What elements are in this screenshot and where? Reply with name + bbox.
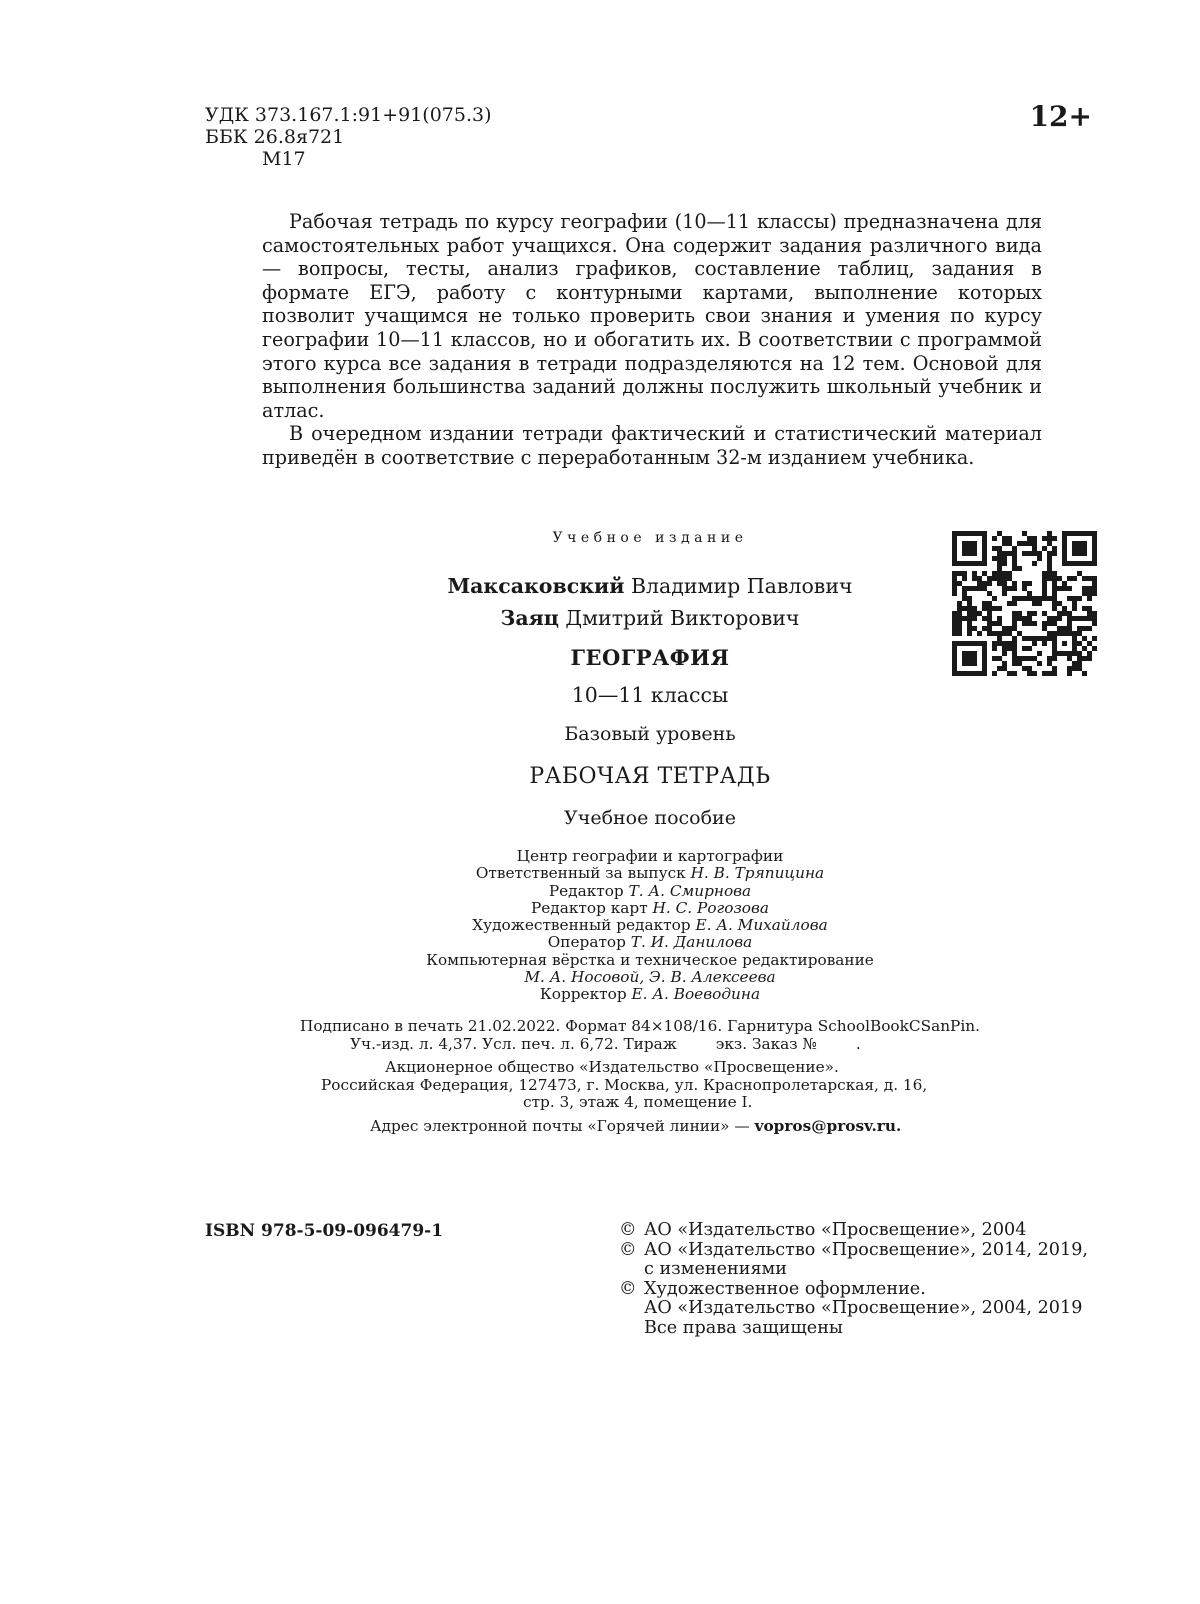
grades: 10—11 классы	[571, 683, 729, 707]
author-mark: М17	[262, 148, 306, 170]
credit-line: Ответственный за выпуск Н. В. Тряпицина	[475, 864, 825, 883]
credit-line: Центр географии и картографии	[516, 847, 784, 865]
publication-type: РАБОЧАЯ ТЕТРАДЬ	[529, 764, 771, 789]
publisher: Акционерное общество «Издательство «Просвещение».	[385, 1058, 839, 1077]
credit-line: Компьютерная вёрстка и техническое редактирование	[426, 950, 874, 969]
author-surname: Максаковский	[447, 574, 625, 598]
copyright-line: АО «Издательство «Просвещение», 2004, 2019	[644, 1298, 1083, 1318]
copyright-line: © АО «Издательство «Просвещение», 2014, 2019,	[619, 1239, 1088, 1260]
hotline-email: Адрес электронной почты «Горячей линии» — vopros@prosv.ru.	[370, 1116, 902, 1135]
abstract	[262, 210, 1042, 470]
copyright-line: © АО «Издательство «Просвещение», 2004	[619, 1220, 1027, 1240]
author-2	[380, 602, 920, 634]
qr-code-icon[interactable]	[952, 531, 1097, 676]
udk-code: УДК 373.167.1:91+91(075.3)	[205, 104, 492, 126]
credit-line: Редактор Т. А. Смирнова	[548, 881, 752, 900]
level: Базовый уровень	[564, 723, 736, 745]
email-link[interactable]: vopros@prosv.ru.	[754, 1116, 902, 1135]
address-line: стр. 3, этаж 4, помещение I.	[523, 1093, 753, 1112]
print-data	[205, 1018, 1125, 1136]
book-title: ГЕОГРАФИЯ	[570, 645, 730, 670]
age-rating: 12+	[1029, 100, 1092, 133]
abstract-paragraph: В очередном издании тетради фактический и статистический материал приведён в соответствие с переработанным 32-м изданием учебника.	[262, 422, 1042, 469]
credit-line: М. А. Носовой, Э. В. Алексеева	[524, 968, 776, 987]
address-line: Российская Федерация, 127473, г. Москва, ул. Краснопролетарская, д. 16,	[321, 1075, 928, 1094]
classification-codes	[205, 104, 492, 170]
credit-line: Корректор Е. А. Воеводина	[539, 985, 761, 1004]
isbn: ISBN 978-5-09-096479-1	[205, 1221, 444, 1241]
copyright-line: © Художественное оформление.	[619, 1278, 926, 1299]
manual-type: Учебное пособие	[564, 807, 736, 829]
edition-type: Учебное издание	[552, 530, 748, 546]
credits	[380, 848, 920, 1004]
print-sheets: Уч.-изд. л. 4,37. Усл. печ. л. 6,72. Тираж экз. Заказ № .	[350, 1034, 861, 1053]
abstract-paragraph: Рабочая тетрадь по курсу географии (10—11 классы) предназначена для самостоятельных работ учащихся. Она содержит задания различного вида — вопросы, тесты, анализ графиков, составление таблиц, задания в формате ЕГЭ, работу с контурными картами, выполнение которых позволит учащимся не только проверить свои знания и умения по курсу географии 10—11 классов, но и обогатить их. В соответствии с программой этого курса все задания в тетради подразделяются на 12 тем. Основой для выполнения большинства заданий должны послужить школьный учебник и атлас.	[262, 210, 1042, 422]
credit-line: Художественный редактор Е. А. Михайлова	[472, 916, 828, 935]
author-1	[380, 570, 920, 602]
credit-line: Оператор Т. И. Данилова	[547, 933, 753, 952]
author-surname: Заяц	[500, 606, 559, 630]
bbk-code: ББК 26.8я721	[205, 126, 345, 148]
copyright-line: Все права защищены	[644, 1317, 843, 1338]
copyright-block	[619, 1221, 1088, 1338]
copyright-line: с изменениями	[644, 1259, 787, 1279]
author-given-name: Владимир Павлович	[624, 574, 853, 598]
authors	[380, 570, 920, 634]
author-given-name: Дмитрий Викторович	[558, 606, 800, 630]
print-signed: Подписано в печать 21.02.2022. Формат 84×108/16. Гарнитура SchoolBookCSanPin.	[300, 1017, 980, 1035]
credit-line: Редактор карт Н. С. Рогозова	[530, 898, 770, 917]
